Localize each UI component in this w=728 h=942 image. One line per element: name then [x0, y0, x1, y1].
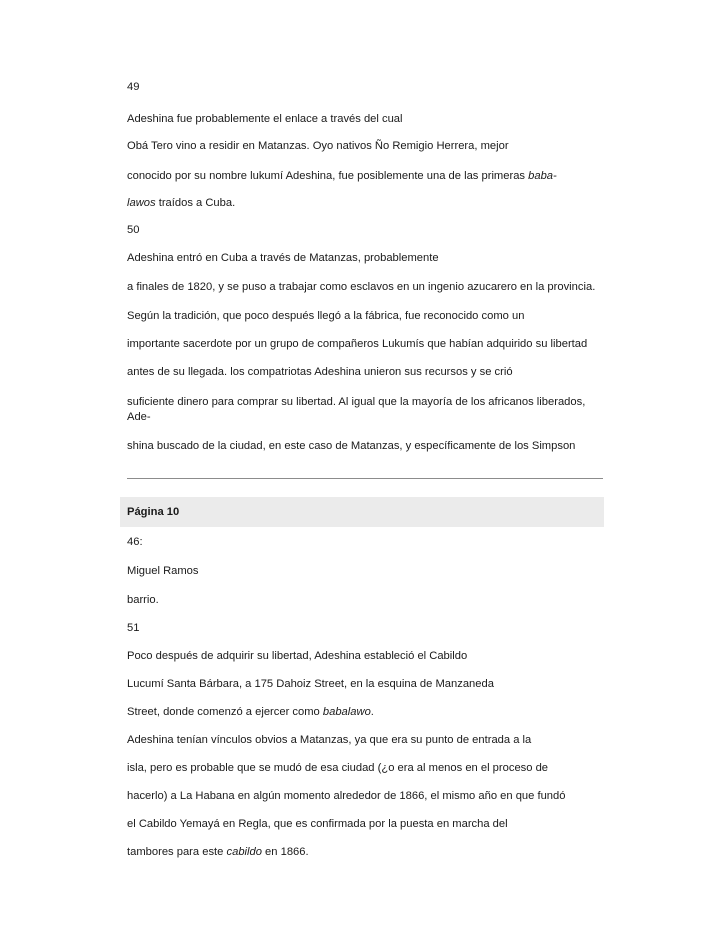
text-line: isla, pero es probable que se mudó de esa ciudad (¿o era al menos en el proceso de: [127, 762, 549, 774]
text-line: Según la tradición, que poco después llegó a la fábrica, fue reconocido como un: [127, 310, 525, 322]
text-line: importante sacerdote por un grupo de compañeros Lukumís que habían adquirido su libertad: [127, 338, 588, 350]
italic-term: cabildo: [226, 846, 262, 858]
text-line: [127, 196, 235, 210]
text-line: 46:: [127, 536, 143, 548]
text-span: tambores para este: [127, 846, 227, 858]
text-line: [127, 845, 309, 859]
italic-term: baba-: [528, 170, 557, 182]
text-span: .: [370, 706, 374, 718]
text-span: Street, donde comenzó a ejercer como: [127, 706, 323, 718]
text-line: Adeshina fue probablemente el enlace a través del cual: [127, 113, 403, 125]
text-span: conocido por su nombre lukumí Adeshina, fue posiblemente una de las primeras: [127, 170, 529, 182]
footnote-number: 51: [127, 622, 140, 634]
text-line: Lucumí Santa Bárbara, a 175 Dahoiz Street, en la esquina de Manzaneda: [127, 678, 494, 690]
text-line: Miguel Ramos: [127, 565, 199, 577]
text-line: a finales de 1820, y se puso a trabajar como esclavos en un ingenio azucarero en la provincia.: [127, 281, 596, 293]
italic-term: babalawo: [322, 706, 371, 718]
text-line: el Cabildo Yemayá en Regla, que es confirmada por la puesta en marcha del: [127, 818, 508, 830]
text-line: Poco después de adquirir su libertad, Adeshina estableció el Cabildo: [127, 650, 468, 662]
page-divider: [127, 478, 603, 479]
page-label-band: [120, 497, 604, 527]
text-line: Adeshina tenían vínculos obvios a Matanzas, ya que era su punto de entrada a la: [127, 734, 532, 746]
text-line: antes de su llegada. los compatriotas Adeshina unieron sus recursos y se crió: [127, 366, 513, 378]
italic-term: lawos: [127, 197, 156, 209]
text-line: shina buscado de la ciudad, en este caso de Matanzas, y específicamente de los Simpson: [127, 440, 576, 452]
text-line: Adeshina entró en Cuba a través de Matanzas, probablemente: [127, 252, 439, 264]
text-line: Obá Tero vino a residir en Matanzas. Oyo nativos Ño Remigio Herrera, mejor: [127, 140, 509, 152]
text-line: barrio.: [127, 594, 159, 606]
footnote-number: 49: [127, 81, 140, 93]
text-span: traídos a Cuba.: [155, 197, 236, 209]
page-label: Página 10: [127, 506, 180, 518]
text-line: [127, 705, 374, 719]
text-line: Ade-: [127, 411, 151, 423]
text-line: hacerlo) a La Habana en algún momento alrededor de 1866, el mismo año en que fundó: [127, 790, 566, 802]
text-line: suficiente dinero para comprar su libertad. Al igual que la mayoría de los africanos liberados,: [127, 396, 586, 408]
footnote-number: 50: [127, 224, 140, 236]
text-line: [127, 169, 557, 183]
text-span: en 1866.: [261, 846, 309, 858]
